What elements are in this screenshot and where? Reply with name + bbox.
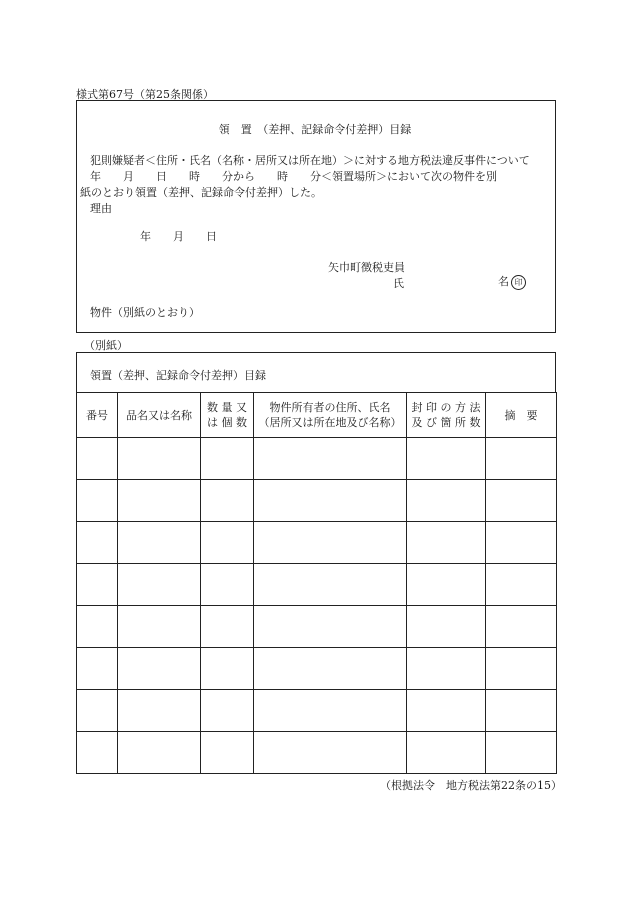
reason-label: 理由 (90, 202, 112, 215)
table-cell[interactable] (201, 480, 254, 522)
table-cell[interactable] (201, 438, 254, 480)
table-cell[interactable] (77, 480, 118, 522)
table-cell[interactable] (201, 732, 254, 774)
table-cell[interactable] (486, 480, 557, 522)
table-cell[interactable] (254, 648, 407, 690)
table-cell[interactable] (77, 732, 118, 774)
table-body (77, 438, 557, 774)
table-cell[interactable] (201, 648, 254, 690)
seal-icon: 印 (511, 275, 526, 290)
table-cell[interactable] (77, 522, 118, 564)
table-cell[interactable] (486, 522, 557, 564)
header-owner-line: （居所又は所在地及び名称） (258, 416, 402, 429)
table-cell[interactable] (201, 606, 254, 648)
header-item-name: 品名又は名称 (118, 393, 201, 438)
table-cell[interactable] (407, 732, 486, 774)
table-row (77, 480, 557, 522)
table-cell[interactable] (486, 732, 557, 774)
table-cell[interactable] (201, 564, 254, 606)
table-cell[interactable] (77, 564, 118, 606)
record-body-line-1: 犯則嫌疑者＜住所・氏名（名称・居所又は所在地）＞に対する地方税法違反事件について (90, 154, 530, 167)
table-cell[interactable] (254, 480, 407, 522)
table-cell[interactable] (118, 732, 201, 774)
table-cell[interactable] (407, 606, 486, 648)
table-cell[interactable] (407, 648, 486, 690)
record-body-line-3: 紙のとおり領置（差押、記録命令付差押）した。 (80, 186, 322, 199)
items-table (76, 392, 557, 774)
record-body-line-2: 年 月 日 時 分から 時 分＜領置場所＞において次の物件を別 (90, 170, 497, 183)
table-cell[interactable] (486, 564, 557, 606)
table-cell[interactable] (77, 690, 118, 732)
table-cell[interactable] (77, 606, 118, 648)
table-cell[interactable] (118, 606, 201, 648)
table-cell[interactable] (486, 606, 557, 648)
header-number: 番号 (77, 393, 118, 438)
header-seal-method (407, 393, 486, 438)
table-row (77, 732, 557, 774)
table-row (77, 606, 557, 648)
table-cell[interactable] (201, 522, 254, 564)
table-cell[interactable] (407, 690, 486, 732)
table-cell[interactable] (254, 732, 407, 774)
table-header-row (77, 393, 557, 438)
table-cell[interactable] (201, 690, 254, 732)
header-quantity-line: 数 量 又 (207, 401, 247, 414)
table-cell[interactable] (486, 690, 557, 732)
record-title: 領 置 （差押、記録命令付差押）目録 (218, 123, 412, 136)
header-owner-line: 物件所有者の住所、氏名 (269, 401, 391, 414)
table-cell[interactable] (486, 648, 557, 690)
table-row (77, 690, 557, 732)
table-cell[interactable] (118, 480, 201, 522)
attachment-title: 領置（差押、記録命令付差押）目録 (90, 369, 266, 382)
name-label-surname: 氏 (393, 277, 404, 290)
form-number: 様式第67号（第25条関係） (76, 88, 214, 101)
header-seal-method-line: 及 び 箇 所 数 (411, 416, 481, 429)
record-date: 年 月 日 (140, 230, 217, 243)
table-cell[interactable] (118, 564, 201, 606)
table-cell[interactable] (407, 480, 486, 522)
table-cell[interactable] (254, 438, 407, 480)
items-note: 物件（別紙のとおり） (90, 306, 200, 319)
table-cell[interactable] (486, 438, 557, 480)
name-label-given: 名 印 (498, 273, 526, 290)
table-cell[interactable] (407, 564, 486, 606)
header-seal-method-line: 封 印 の 方 法 (411, 401, 481, 414)
table-cell[interactable] (118, 690, 201, 732)
table-cell[interactable] (254, 522, 407, 564)
table-cell[interactable] (77, 438, 118, 480)
table-cell[interactable] (118, 648, 201, 690)
table-row (77, 648, 557, 690)
header-quantity-line: は 個 数 (207, 416, 247, 429)
table-cell[interactable] (407, 438, 486, 480)
header-quantity (201, 393, 254, 438)
official-title: 矢巾町徴税吏員 (328, 261, 405, 274)
table-cell[interactable] (254, 564, 407, 606)
table-cell[interactable] (254, 690, 407, 732)
table-cell[interactable] (407, 522, 486, 564)
table-row (77, 438, 557, 480)
attachment-label: （別紙） (84, 339, 128, 352)
table-cell[interactable] (118, 438, 201, 480)
table-row (77, 564, 557, 606)
table-cell[interactable] (254, 606, 407, 648)
header-remarks: 摘 要 (486, 393, 557, 438)
table-row (77, 522, 557, 564)
table-cell[interactable] (77, 648, 118, 690)
header-owner (254, 393, 407, 438)
legal-basis: （根拠法令 地方税法第22条の15） (380, 779, 562, 792)
table-cell[interactable] (118, 522, 201, 564)
